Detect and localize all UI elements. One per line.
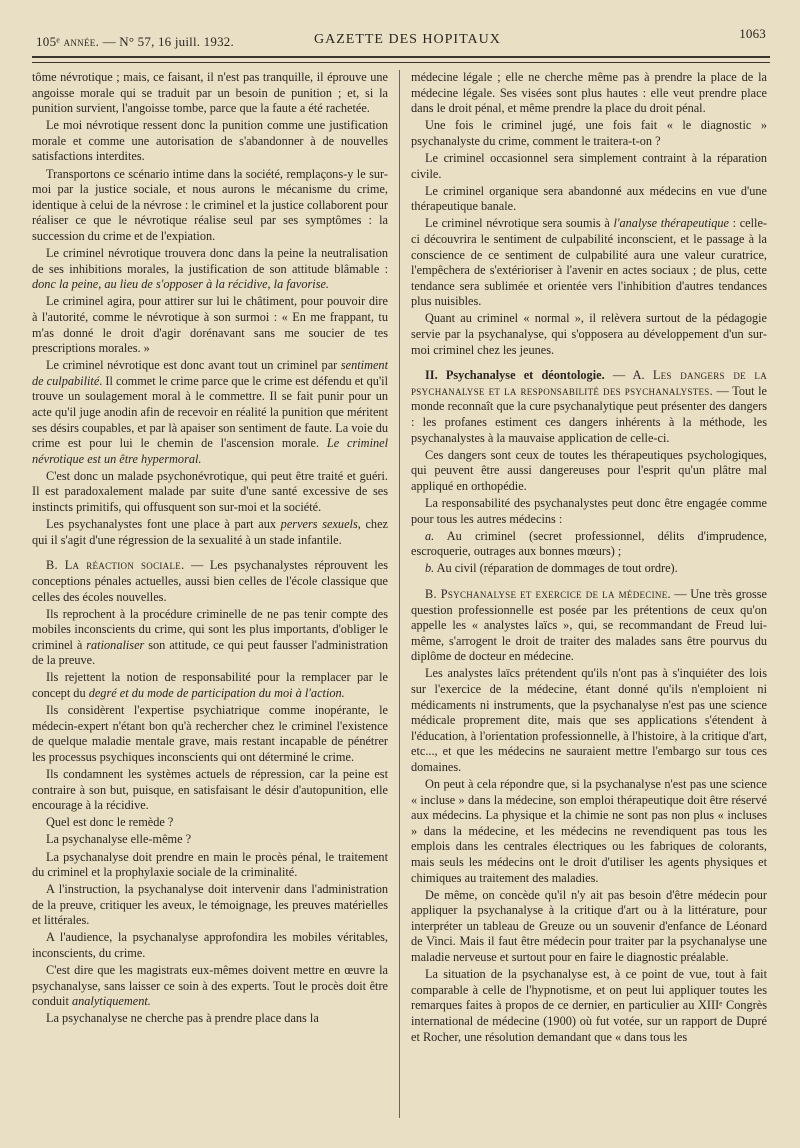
paragraph: tôme névrotique ; mais, ce faisant, il n'est pas tranquille, il éprouve une angoisse morale qui se traduit par un besoin de punition ; et, si la punition survient, l'angoisse tombe, parce que la faute a été rachetée. bbox=[32, 70, 388, 116]
list-item bbox=[411, 561, 767, 577]
paragraph: Une fois le criminel jugé, une fois fait « le diagnostic » psychanalyste du crime, comment le traitera-t-on ? bbox=[411, 118, 767, 148]
text-run: C'est dire que les magistrats eux-mêmes doivent mettre en œuvre la psychanalyse, sans laisser ce soin à des experts. Tout le procès doit être conduit bbox=[32, 963, 388, 1009]
header-rule-thin bbox=[32, 62, 770, 63]
italic-run: analytiquement. bbox=[71, 994, 151, 1009]
journal-title: GAZETTE DES HOPITAUX bbox=[314, 32, 501, 47]
italic-run: rationaliser bbox=[86, 637, 145, 652]
paragraph: Transportons ce scénario intime dans la société, remplaçons-y le sur-moi par la justice sociale, et nous aurons le mécanisme du crime, identique à celui de la névrose : le criminel et la justice collaborent pour réaliser ce que le névrotique réalise seul par ses symptômes : la succession du crime et de l'expiation. bbox=[32, 166, 388, 243]
text-run: — Tout le monde reconnaît que la cure psychanalytique peut présenter des dangers : les profanes estiment ces dangers inhérents à la méthode, les psychanalystes à la mauvaise application de celle-ci. bbox=[411, 383, 767, 445]
text-run: Ils reprochent à la procédure criminelle de ne pas tenir compte des mobiles inconscients du crime, qui sont les plus importants, d'obliger le criminel à bbox=[32, 606, 388, 652]
paragraph: médecine légale ; elle ne cherche même pas à prendre la place de la médecine légale. Ses visées sont plus hautes : elle veut prendre place dans le droit pénal, et même prendre la place du droit pénal. bbox=[411, 70, 767, 116]
header-issue-info bbox=[36, 34, 234, 50]
italic-run: sentiment de culpabilité bbox=[32, 358, 388, 388]
paragraph: On peut à cela répondre que, si la psychanalyse n'est pas une science « incluse » dans la médecine, son emploi thérapeutique doit être réservé aux médecins. La physique et la chimie ne sont pas non plus « incluses » dans la médecine, et les médecins ne revendiquent pas tous les emplois dans les centrales électriques ou les fabriques de colorants, mais seuls les médecins ont le droit d'utiliser les agents physiques et chimiques au traitement des maladies. bbox=[411, 777, 767, 885]
paragraph bbox=[32, 607, 388, 669]
text-run: Ils rejettent la notion de responsabilité pour la remplacer par le concept du bbox=[32, 670, 388, 701]
text-run: , chez qui il s'agit d'une régression de la sexualité à un stade infantile. bbox=[32, 517, 388, 547]
paragraph bbox=[32, 517, 388, 548]
paragraph bbox=[32, 246, 388, 293]
italic-run: pervers sexuels bbox=[280, 517, 358, 532]
section-ii-deontologie bbox=[411, 368, 767, 446]
paragraph: Les analystes laïcs prétendent qu'ils n'ont pas à s'inquiéter des lois sur l'exercice de la médecine, étant donné qu'ils n'emploient ni médicaments ni instruments, que la psychanalyse n'est pas une science médicale proprement dite, mais que ses applications s'étendent à l'éducation, à l'orientation professionnelle, à l'histoire, à la critique d'art, etc..., et que les médecins ne sauraient mettre l'embargo sur tous ces domaines. bbox=[411, 666, 767, 774]
italic-run: degré et du mode de participation du moi à l'action. bbox=[88, 686, 345, 701]
paragraph: La psychanalyse elle-même ? bbox=[46, 832, 192, 847]
italic-run: Le criminel névrotique est un être hypermoral. bbox=[32, 436, 388, 466]
paragraph bbox=[32, 358, 388, 467]
text-run: — Les psychanalystes réprouvent les conceptions pénales actuelles, aussi bien celles de l'école classique que celles des écoles nouvelles. bbox=[32, 558, 388, 604]
paragraph: La psychanalyse doit prendre en main le procès pénal, le traitement du criminel et la prophylaxie sociale de la criminalité. bbox=[32, 849, 388, 880]
paragraph: A l'instruction, la psychanalyse doit intervenir dans l'administration de la preuve, critiquer les aveux, le témoignage, les preuves matérielles et littérales. bbox=[32, 882, 388, 928]
text-run: : celle-ci découvrira le sentiment de culpabilité inconscient, et le passage à la conscience de ce sentiment de culpabilité aura une valeur curatrice, l'empêchera de s'extérioriser à l'avenir en actes sociaux ; de plus, cette tendance sera sublimée et orientée vers l'inhibition d'autres tendances plus nuisibles. bbox=[411, 216, 767, 309]
column-divider bbox=[399, 70, 400, 1118]
paragraph: Quel est donc le remède ? bbox=[46, 815, 174, 830]
running-header bbox=[32, 26, 770, 52]
section-heading: II. Psychanalyse et déontologie. bbox=[425, 368, 605, 383]
section-b-exercice-medecine bbox=[411, 587, 767, 665]
paragraph: Ces dangers sont ceux de toutes les thérapeutiques psychologiques, qui peuvent être aussi dangereuses pour l'esprit qu'un plâtre mal appliqué en orthopédie. bbox=[411, 447, 767, 493]
left-column bbox=[32, 70, 388, 1148]
paragraph: Le criminel agira, pour attirer sur lui le châtiment, pour pouvoir dire à l'autorité, comme le névrotique à son surmoi : « En me frappant, tu m'as donné le droit d'agir dorénavant sans me soucier de tes prescriptions morales. » bbox=[32, 294, 388, 356]
text-run: Le criminel névrotique est donc avant tout un criminel par bbox=[46, 358, 341, 373]
text-run: — Une très grosse question professionnelle est posée par les prétentions de ceux qu'on appelle les « analystes laïcs », qui, se recommandant de Freud lui-même, s'arrogent le droit de traiter des malades sans être pourvus du diplôme de docteur en médecine. bbox=[411, 586, 767, 664]
paragraph bbox=[32, 963, 388, 1010]
list-marker: b. bbox=[425, 561, 435, 576]
paragraph: Le criminel organique sera abandonné aux médecins en vue d'une thérapeutique banale. bbox=[411, 183, 767, 214]
list-item bbox=[411, 529, 767, 560]
italic-run: donc la peine, au lieu de s'opposer à la récidive, la favorise. bbox=[32, 277, 330, 292]
subsection-heading: Les dangers de la psychanalyse et la responsabilité des psychanalystes. bbox=[411, 368, 767, 398]
italic-run: l'analyse thérapeutique bbox=[613, 216, 729, 231]
header-year: 105ᵉ année. bbox=[36, 34, 100, 49]
paragraph: C'est donc un malade psychonévrotique, qui peut être traité et guéri. Il est paradoxalement malade par suite d'une santé excessive de ses instincts primitifs, qui offusquent son sur-moi et la société. bbox=[32, 468, 388, 515]
paragraph: Ils considèrent l'expertise psychiatrique comme inopérante, le médecin-expert n'étant bon qu'à rechercher chez le criminel l'existence de quelque maladie mentale grave, mais restant incapable de pénétrer les processus psychiques inconscients qui ont déterminé le crime. bbox=[32, 703, 388, 764]
page-number: 1063 bbox=[739, 26, 766, 41]
text-run: — A. bbox=[604, 368, 653, 383]
text-run: Le criminel névrotique sera soumis à bbox=[425, 216, 614, 231]
text-run: . Il commet le crime parce que le crime est défendu et qu'il trouve un soulagement moral à le commettre. Il se fait punir pour un acte qu'il juge anodin afin de recevoir en réalité la punition que méritent ses désirs coupables, et par là apaiser son sentiment de faute. La voie du crime est pour lui le chemin de l'ascension morale. bbox=[32, 373, 388, 451]
paragraph: La responsabilité des psychanalystes peut donc être engagée comme pour tous les autres médecins : bbox=[411, 495, 767, 526]
paragraph: Le moi névrotique ressent donc la punition comme une justification morale et comme une autorisation de s'abandonner à de nouvelles satisfactions interdites. bbox=[32, 118, 388, 164]
section-heading: B. La réaction sociale. bbox=[46, 558, 185, 573]
text-run: Au criminel (secret professionnel, délits d'imprudence, escroquerie, outrages aux bonnes mœurs) ; bbox=[411, 528, 767, 559]
paragraph: Quant au criminel « normal », il relèvera surtout de la pédagogie servie par la psychanalyse, qui s'opposera au développement d'un sur-moi criminel chez les jeunes. bbox=[411, 311, 767, 357]
paragraph: La situation de la psychanalyse est, à ce point de vue, tout à fait comparable à celle de l'hypnotisme, et on peut lui appliquer toutes les remarques faites à propos de ce dernier, en particulier au XIIIᵉ Congrès international de médecine (1900) où fut votée, sur un rapport de Dupré et Rocher, une résolution demandant que « dans tous les bbox=[411, 967, 767, 1044]
text-run: Au civil (réparation de dommages de tout ordre). bbox=[434, 561, 678, 576]
text-run: son attitude, ce qui peut fausser l'administration de la preuve. bbox=[32, 637, 388, 668]
header-rule-thick bbox=[32, 56, 770, 58]
list-marker: a. bbox=[425, 528, 435, 543]
section-heading: B. Psychanalyse et exercice de la médecine. bbox=[425, 586, 671, 601]
paragraph: La psychanalyse ne cherche pas à prendre place dans la bbox=[46, 1011, 319, 1026]
paragraph bbox=[411, 216, 767, 310]
paragraph: A l'audience, la psychanalyse approfondira les mobiles véritables, inconscients, du crime. bbox=[32, 930, 388, 961]
paragraph: Le criminel occasionnel sera simplement contraint à la réparation civile. bbox=[411, 150, 767, 181]
paragraph bbox=[32, 670, 388, 701]
article-columns bbox=[32, 70, 770, 1148]
paragraph: Ils condamnent les systèmes actuels de répression, car la peine est contraire à son but, puisque, en satisfaisant le désir d'autopunition, elle encourage à la récidive. bbox=[32, 767, 388, 813]
text-run: Le criminel névrotique trouvera donc dans la peine la neutralisation de ses inhibitions morales, la justification de son attitude blâmable : bbox=[32, 246, 388, 276]
right-column bbox=[411, 70, 767, 1148]
text-run: Les psychanalystes font une place à part aux bbox=[46, 517, 281, 532]
header-issue-date: — N° 57, 16 juill. 1932. bbox=[102, 34, 234, 49]
paragraph: De même, on concède qu'il n'y ait pas besoin d'être médecin pour appliquer la psychanalyse à la critique d'art ou à la littérature, pour interpréter un tableau de Greuze ou un souvenir d'enfance de Léonard de Vinci. Mais il faut être médecin pour traiter par la psychanalyse une maladie nerveuse et surtout pour en faire le diagnostic préalable. bbox=[411, 887, 767, 965]
section-b-reaction-sociale bbox=[32, 558, 388, 605]
